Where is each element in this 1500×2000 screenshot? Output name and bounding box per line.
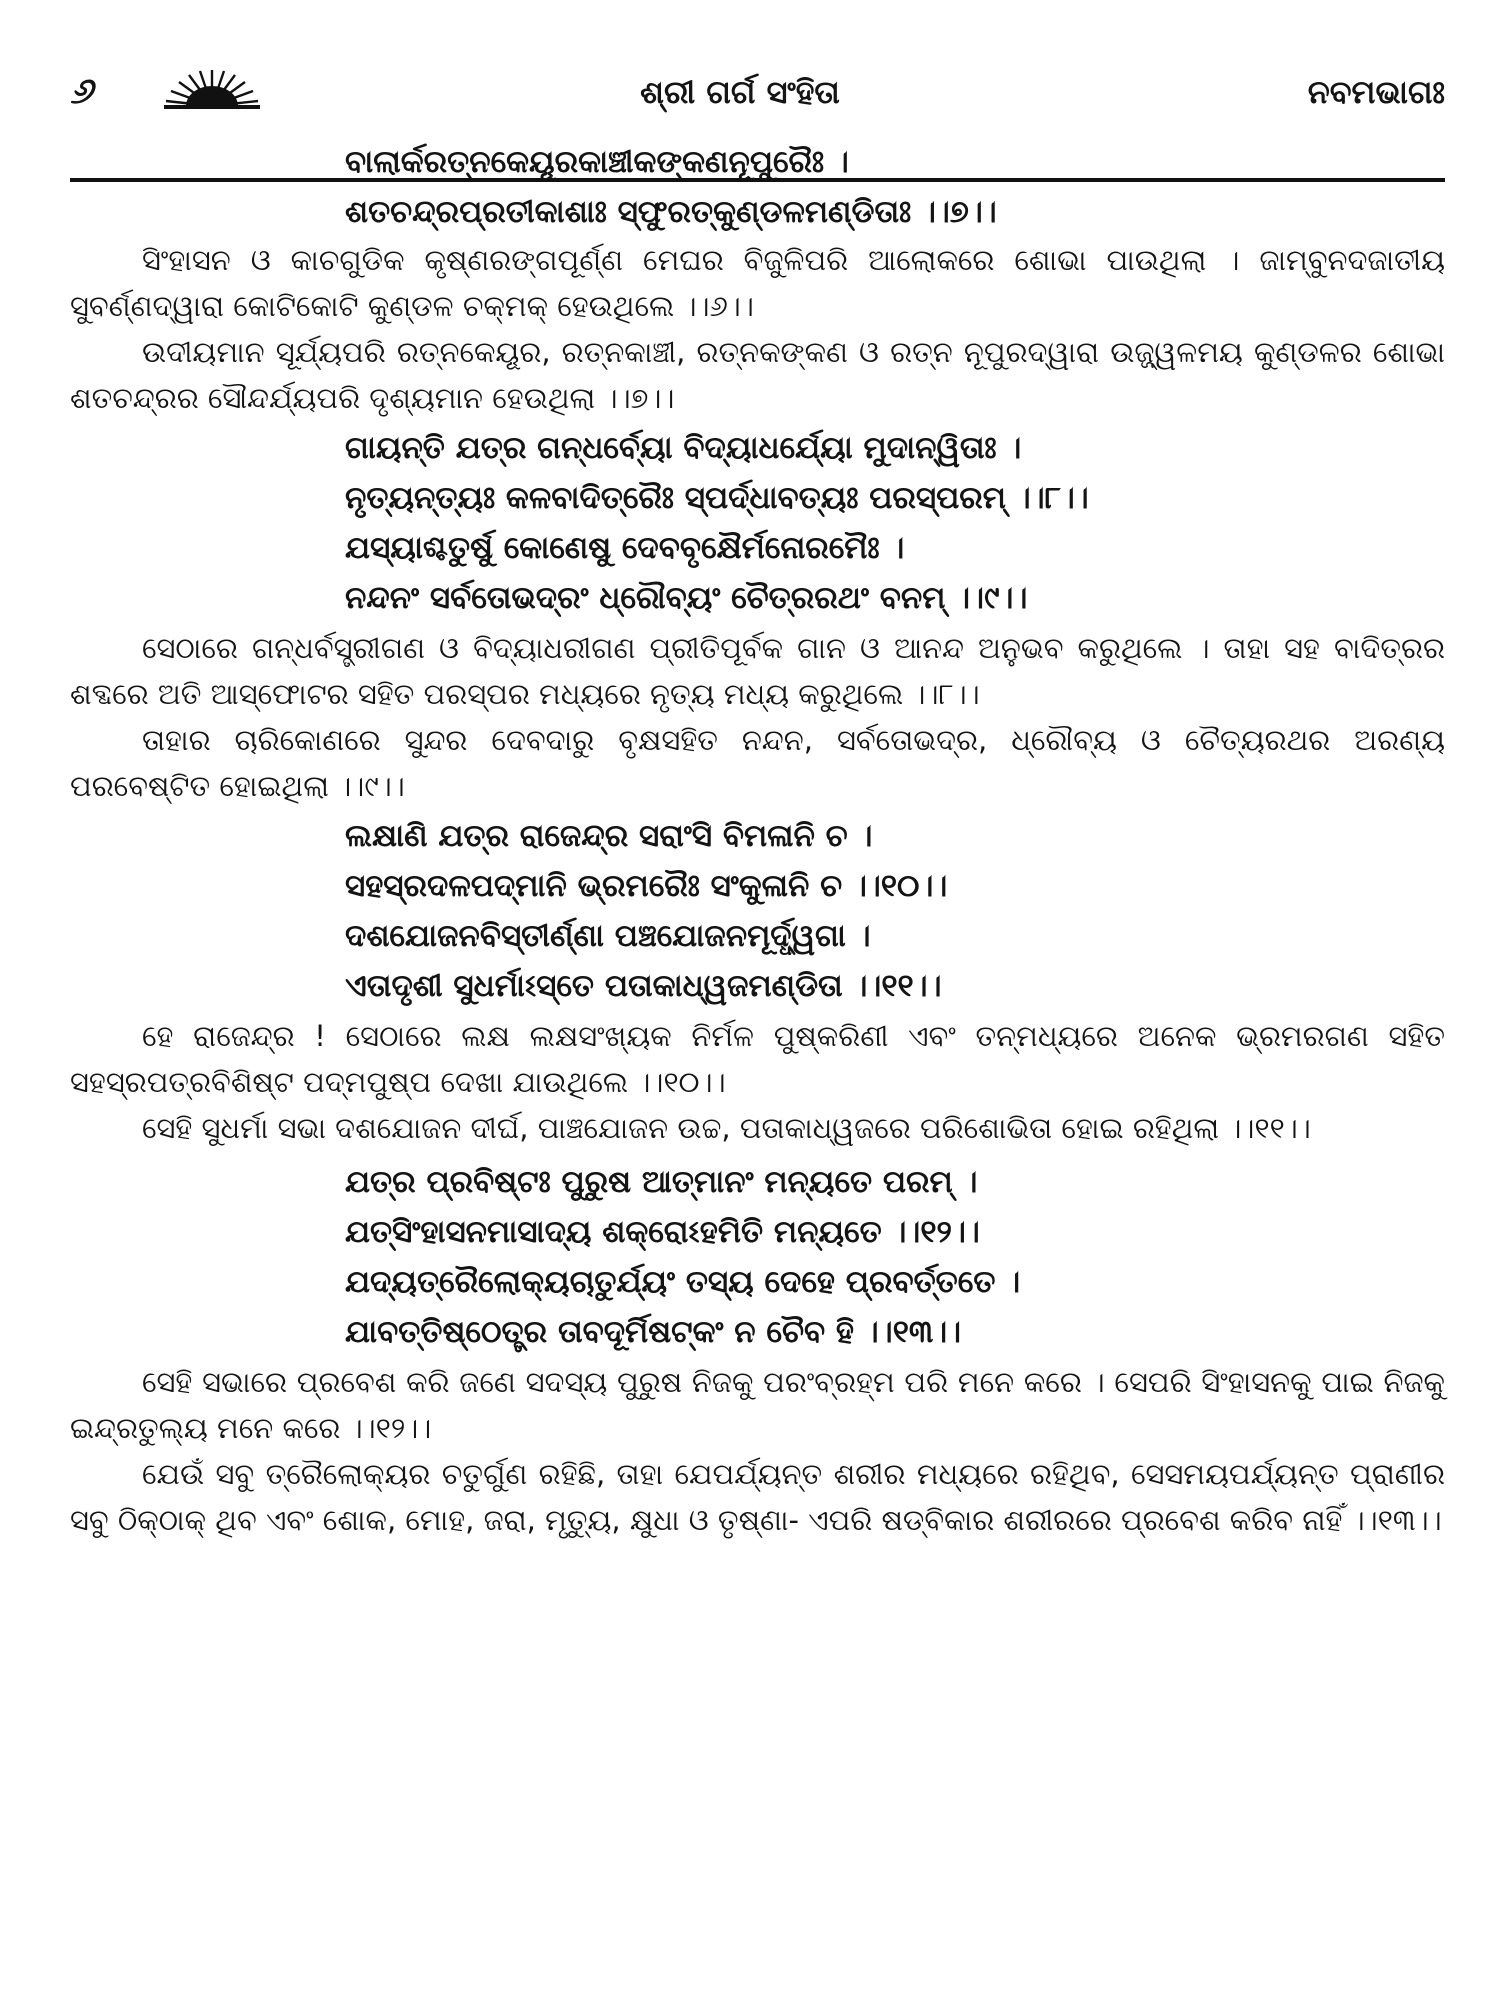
verse-line: ଲକ୍ଷାଣି ଯତ୍ର ରାଜେନ୍ଦ୍ର ସରାଂସି ବିମଳାନି ଚ । [345, 818, 873, 854]
part-title: ନବମଭାଗଃ [1307, 73, 1445, 111]
verse-block [70, 1157, 1445, 1357]
prose-paragraph: ଯେଉଁ ସବୁ ତ୍ରୈଲୋକ୍ୟର ଚତୁର୍ଗୁଣ ରହିଛି, ତାହା ଯେପର୍ଯ୍ୟନ୍ତ ଶରୀର ମଧ୍ୟରେ ରହିଥିବ, ସେସମୟପର୍ଯ୍ୟନ୍ତ ପ୍ରାଣୀର ସବୁ ଠିକ୍‌ଠାକ୍ ଥିବ ଏବଂ ଶୋକ, ମୋହ, ଜରା, ମୃତ୍ୟୁ, କ୍ଷୁଧା ଓ ତୃଷ୍ଣା- ଏପରି ଷଡ୍‌ବିକାର ଶରୀରରେ ପ୍ରବେଶ କରିବ ନାହିଁ ।।୧୩।। [70, 1457, 1445, 1537]
book-title: ଶ୍ରୀ ଗର୍ଗ ସଂହିତା [640, 73, 840, 111]
verse-line: ବାଲାର୍କରତ୍ନକେୟୂରକାଞ୍ଚୀକଙ୍କଣନୂପୁରୈଃ । [345, 144, 849, 180]
verse-line: ନୃତ୍ୟନ୍ତ୍ୟଃ କଳବାଦିତ୍ରୈଃ ସ୍ପର୍ଦ୍ଧାବତ୍ୟଃ ପରସ୍ପରମ୍ ।।୮।। [345, 480, 1089, 516]
verse-line: ସହସ୍ରଦଳପଦ୍ମାନି ଭ୍ରମରୈଃ ସଂକୁଳାନି ଚ ।।୧୦।। [345, 868, 948, 904]
verse-block [70, 423, 1445, 623]
prose-paragraph: ସେଠାରେ ଗନ୍ଧର୍ବସ୍ତ୍ରୀଗଣ ଓ ବିଦ୍ୟାଧରୀଗଣ ପ୍ରୀତିପୂର୍ବକ ଗାନ ଓ ଆନନ୍ଦ ଅନୁଭବ କରୁଥିଲେ । ତାହା ସହ ବାଦିତ୍ରର ଶବ୍ଦରେ ଅତି ଆସ୍ଫୋଟର ସହିତ ପରସ୍ପର ମଧ୍ୟରେ ନୃତ୍ୟ ମଧ୍ୟ କରୁଥିଲେ ।।୮।। [70, 631, 1445, 711]
verse-line: ଗାୟନ୍ତି ଯତ୍ର ଗନ୍ଧର୍ବ୍ୟୋ ବିଦ୍ୟାଧର୍ଯ୍ୟୋ ମୁଦାନ୍ୱିତାଃ । [345, 430, 1022, 466]
book-page [70, 0, 1445, 2000]
verse-line: ଯତ୍‌ସିଂହାସନମାସାଦ୍ୟ ଶକ୍ରୋଽହମିତି ମନ୍ୟତେ ।।୧୨।। [345, 1214, 980, 1250]
prose-paragraph: ହେ ରାଜେନ୍ଦ୍ର ! ସେଠାରେ ଲକ୍ଷ ଲକ୍ଷସଂଖ୍ୟକ ନିର୍ମଳ ପୁଷ୍କରିଣୀ ଏବଂ ତନ୍ମଧ୍ୟରେ ଅନେକ ଭ୍ରମରଗଣ ସହିତ ସହସ୍ରପତ୍ରବିଶିଷ୍ଟ ପଦ୍ମପୁଷ୍ପ ଦେଖା ଯାଉଥିଲେ ।।୧୦।। [70, 1019, 1445, 1099]
page-content [70, 137, 1445, 1543]
page-header [70, 62, 1445, 120]
verse-line: ଶତଚନ୍ଦ୍ରପ୍ରତୀକାଶାଃ ସ୍ଫୁରତ୍‌କୁଣ୍ଡଳମଣ୍ଡିତାଃ ।।୭।। [345, 194, 997, 230]
page-number: ୬ [70, 71, 93, 112]
verse-block [70, 811, 1445, 1011]
prose-paragraph: ସେହି ସଭାରେ ପ୍ରବେଶ କରି ଜଣେ ସଦସ୍ୟ ପୁରୁଷ ନିଜକୁ ପରଂବ୍ରହ୍ମ ପରି ମନେ କରେ । ସେପରି ସିଂହାସନକୁ ପାଇ ନିଜକୁ ଇନ୍ଦ୍ରତୁଲ୍ୟ ମନେ କରେ ।।୧୨।। [70, 1365, 1445, 1445]
verse-line: ଯାବତ୍ତିଷ୍ଠେତ୍ତ୍ର ତାବଦୂର୍ମିଷଟ୍‌କଂ ନ ଚୈବ ହି ।।୧୩।। [345, 1314, 962, 1350]
verse-line: ଏତାଦୃଶୀ ସୁଧର୍ମାଽସ୍ତେ ପତାକାଧ୍ୱଜମଣ୍ଡିତା ।।୧୧।। [345, 968, 942, 1004]
prose-paragraph: ତାହାର ଚାରିକୋଣରେ ସୁନ୍ଦର ଦେବଦାରୁ ବୃକ୍ଷସହିତ ନନ୍ଦନ, ସର୍ବତୋଭଦ୍ର, ଧ୍ରୌବ୍ୟ ଓ ଚୈତ୍ୟରଥର ଅରଣ୍ୟ ପରବେଷ୍ଟିତ ହୋଇଥିଲା ।।୯।। [70, 723, 1445, 803]
verse-block [70, 137, 1445, 237]
verse-line: ଦଶଯୋଜନବିସ୍ତୀର୍ଣ୍ଣା ପଞ୍ଚଯୋଜନମୂର୍ଦ୍ଧ୍ୱଗା । [345, 918, 871, 954]
prose-paragraph: ଉଦୀୟମାନ ସୂର୍ଯ୍ୟପରି ରତ୍ନକେୟୂର, ରତ୍ନକାଞ୍ଚୀ, ରତ୍ନକଙ୍କଣ ଓ ରତ୍ନ ନୂପୁରଦ୍ୱାରା ଉଜ୍ଜ୍ୱଳମୟ କୁଣ୍ଡଳର ଶୋଭା ଶତଚନ୍ଦ୍ରର ସୌନ୍ଦର୍ଯ୍ୟପରି ଦୃଶ୍ୟମାନ ହେଉଥିଲା ।।୭।। [70, 335, 1445, 415]
verse-line: ଯସ୍ୟାଶ୍ଚତୁର୍ଷୁ କୋଣେଷୁ ଦେବବୃକ୍ଷୈର୍ମନୋରମୈଃ । [345, 530, 905, 566]
verse-line: ନନ୍ଦନଂ ସର୍ବତୋଭଦ୍ରଂ ଧ୍ରୌବ୍ୟଂ ଚୈତ୍ରରଥଂ ବନମ୍ ।।୯।। [345, 580, 1028, 616]
verse-line: ଯତ୍ର ପ୍ରବିଷ୍ଟଃ ପୁରୁଷ ଆତ୍ମାନଂ ମନ୍ୟତେ ପରମ୍ । [345, 1164, 978, 1200]
prose-paragraph: ସେହି ସୁଧର୍ମା ସଭା ଦଶଯୋଜନ ଦୀର୍ଘ, ପାଞ୍ଚଯୋଜନ ଉଚ୍ଚ, ପତାକାଧ୍ୱଜରେ ପରିଶୋଭିତା ହୋଇ ରହିଥିଲା ।।୧୧।। [142, 1111, 1311, 1145]
rising-sun-logo-icon [162, 66, 262, 110]
prose-paragraph: ସିଂହାସନ ଓ କାଚଗୁଡିକ କୃଷ୍ଣରଙ୍ଗପୂର୍ଣ୍ଣ ମେଘର ବିଜୁଳିପରି ଆଲୋକରେ ଶୋଭା ପାଉଥିଲା । ଜାମ୍ବୁନଦଜାତୀୟ ସୁବର୍ଣ୍ଣଦ୍ୱାରା କୋଟିକୋଟି କୁଣ୍ଡଳ ଚକ୍‌ମକ୍ ହେଉଥିଲେ ।।୬।। [70, 243, 1445, 323]
verse-line: ଯଦ୍ୟତ୍ରୈଲୋକ୍ୟଚାତୁର୍ଯ୍ୟଂ ତସ୍ୟ ଦେହେ ପ୍ରବର୍ତ୍ତତେ । [345, 1264, 1021, 1300]
